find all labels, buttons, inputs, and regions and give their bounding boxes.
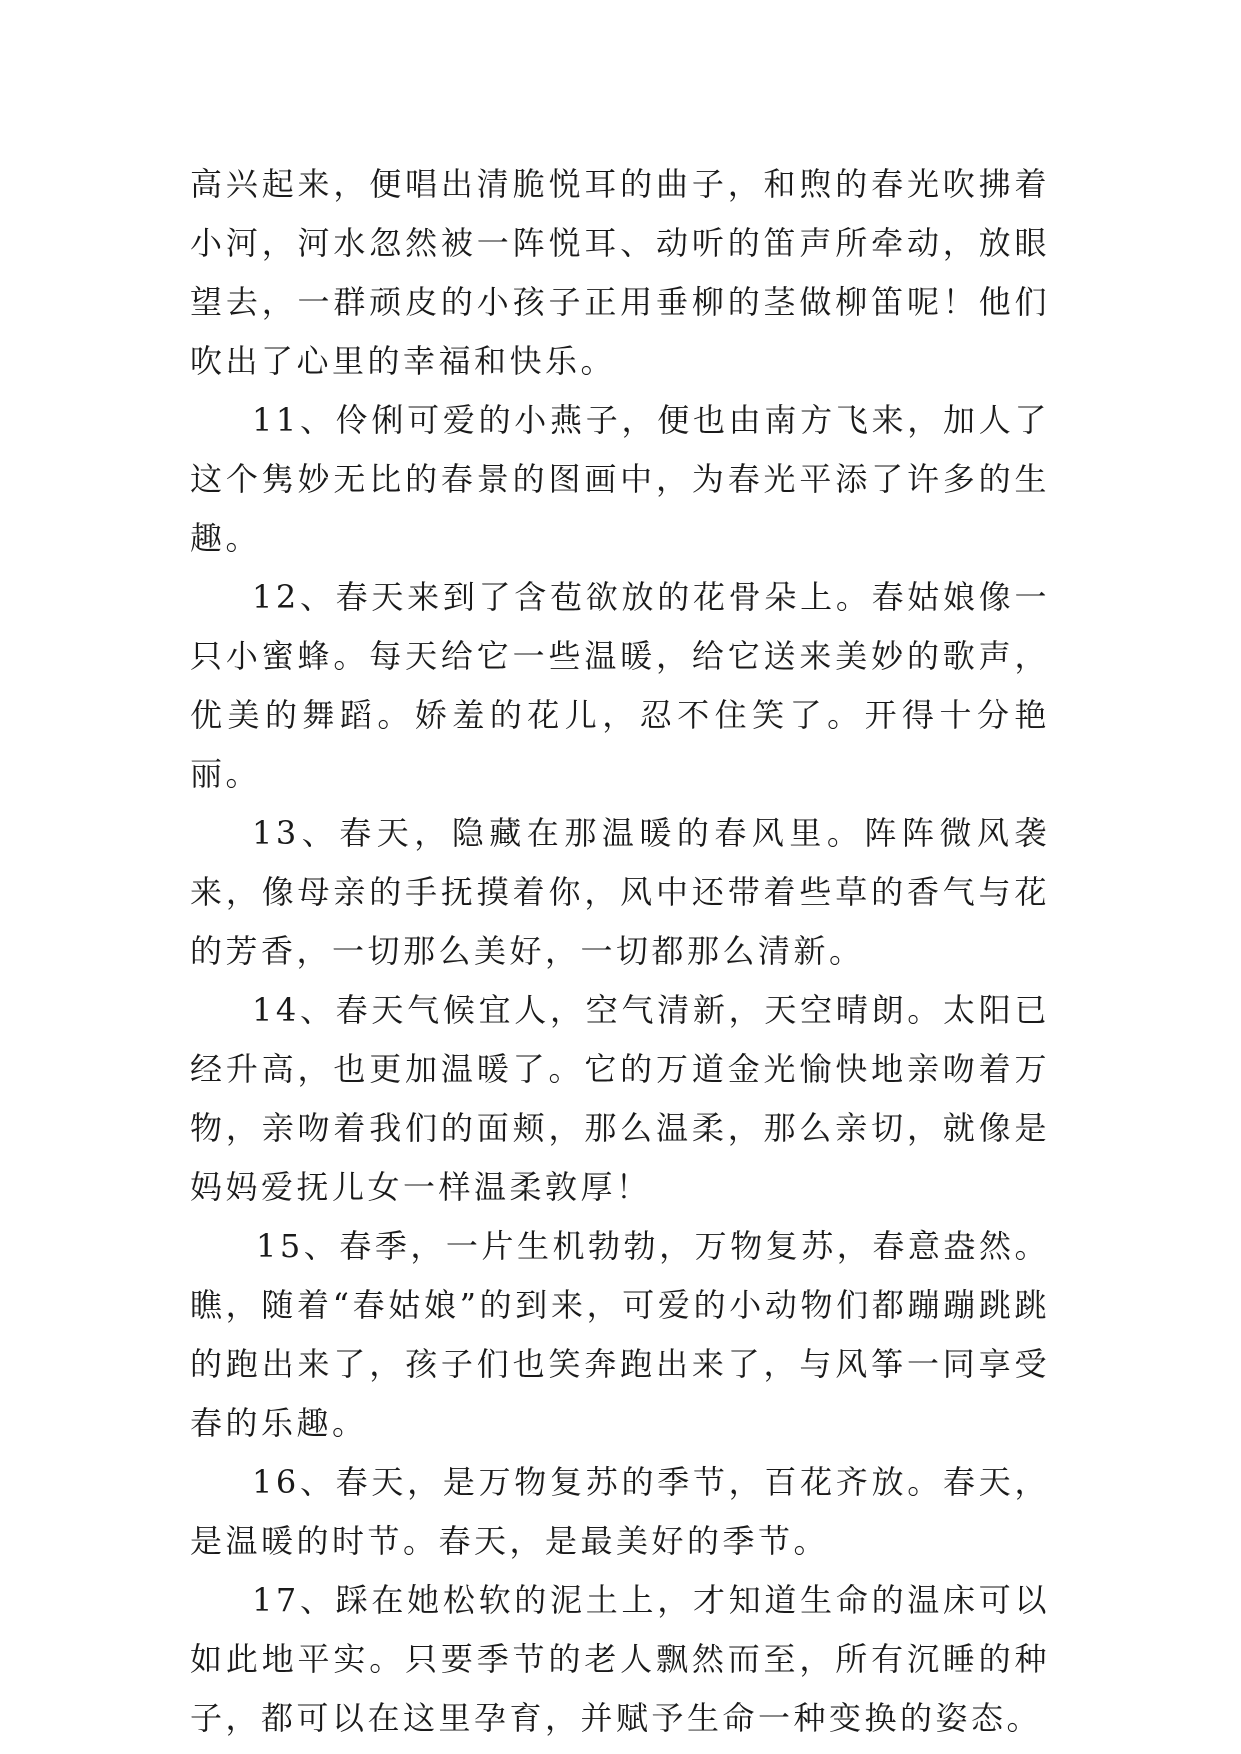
paragraph-15: 15、春季，一片生机勃勃，万物复苏，春意盎然。瞧，随着“春姑娘”的到来，可爱的小动物们都蹦蹦跳跳的跑出来了，孩子们也笑奔跑出来了，与风筝一同享受春的乐趣。 (190, 1227, 1050, 1442)
paragraph-continuation: 高兴起来，便唱出清脆悦耳的曲子，和煦的春光吹拂着小河，河水忽然被一阵悦耳、动听的笛声所牵动，放眼望去，一群顽皮的小孩子正用垂柳的茎做柳笛呢！他们吹出了心里的幸福和快乐。 (190, 165, 1050, 380)
paragraph-14: 14、春天气候宜人，空气清新，天空晴朗。太阳已经升高，也更加温暖了。它的万道金光愉快地亲吻着万物，亲吻着我们的面颊，那么温柔，那么亲切，就像是妈妈爱抚儿女一样温柔敦厚！ (190, 991, 1050, 1206)
paragraph-17: 17、踩在她松软的泥土上，才知道生命的温床可以如此地平实。只要季节的老人飘然而至，所有沉睡的种子，都可以在这里孕育，并赋予生命一种变换的姿态。 (190, 1581, 1050, 1737)
paragraph-13: 13、春天，隐藏在那温暖的春风里。阵阵微风袭来，像母亲的手抚摸着你，风中还带着些草的香气与花的芳香，一切那么美好，一切都那么清新。 (190, 814, 1050, 970)
paragraph-12: 12、春天来到了含苞欲放的花骨朵上。春姑娘像一只小蜜蜂。每天给它一些温暖，给它送来美妙的歌声，优美的舞蹈。娇羞的花儿，忍不住笑了。开得十分艳丽。 (190, 578, 1050, 793)
document-body (190, 155, 1050, 1748)
paragraph-16: 16、春天，是万物复苏的季节，百花齐放。春天，是温暖的时节。春天，是最美好的季节。 (190, 1463, 1050, 1560)
paragraph-11: 11、伶俐可爱的小燕子，便也由南方飞来，加人了这个隽妙无比的春景的图画中，为春光平添了许多的生趣。 (190, 401, 1050, 557)
